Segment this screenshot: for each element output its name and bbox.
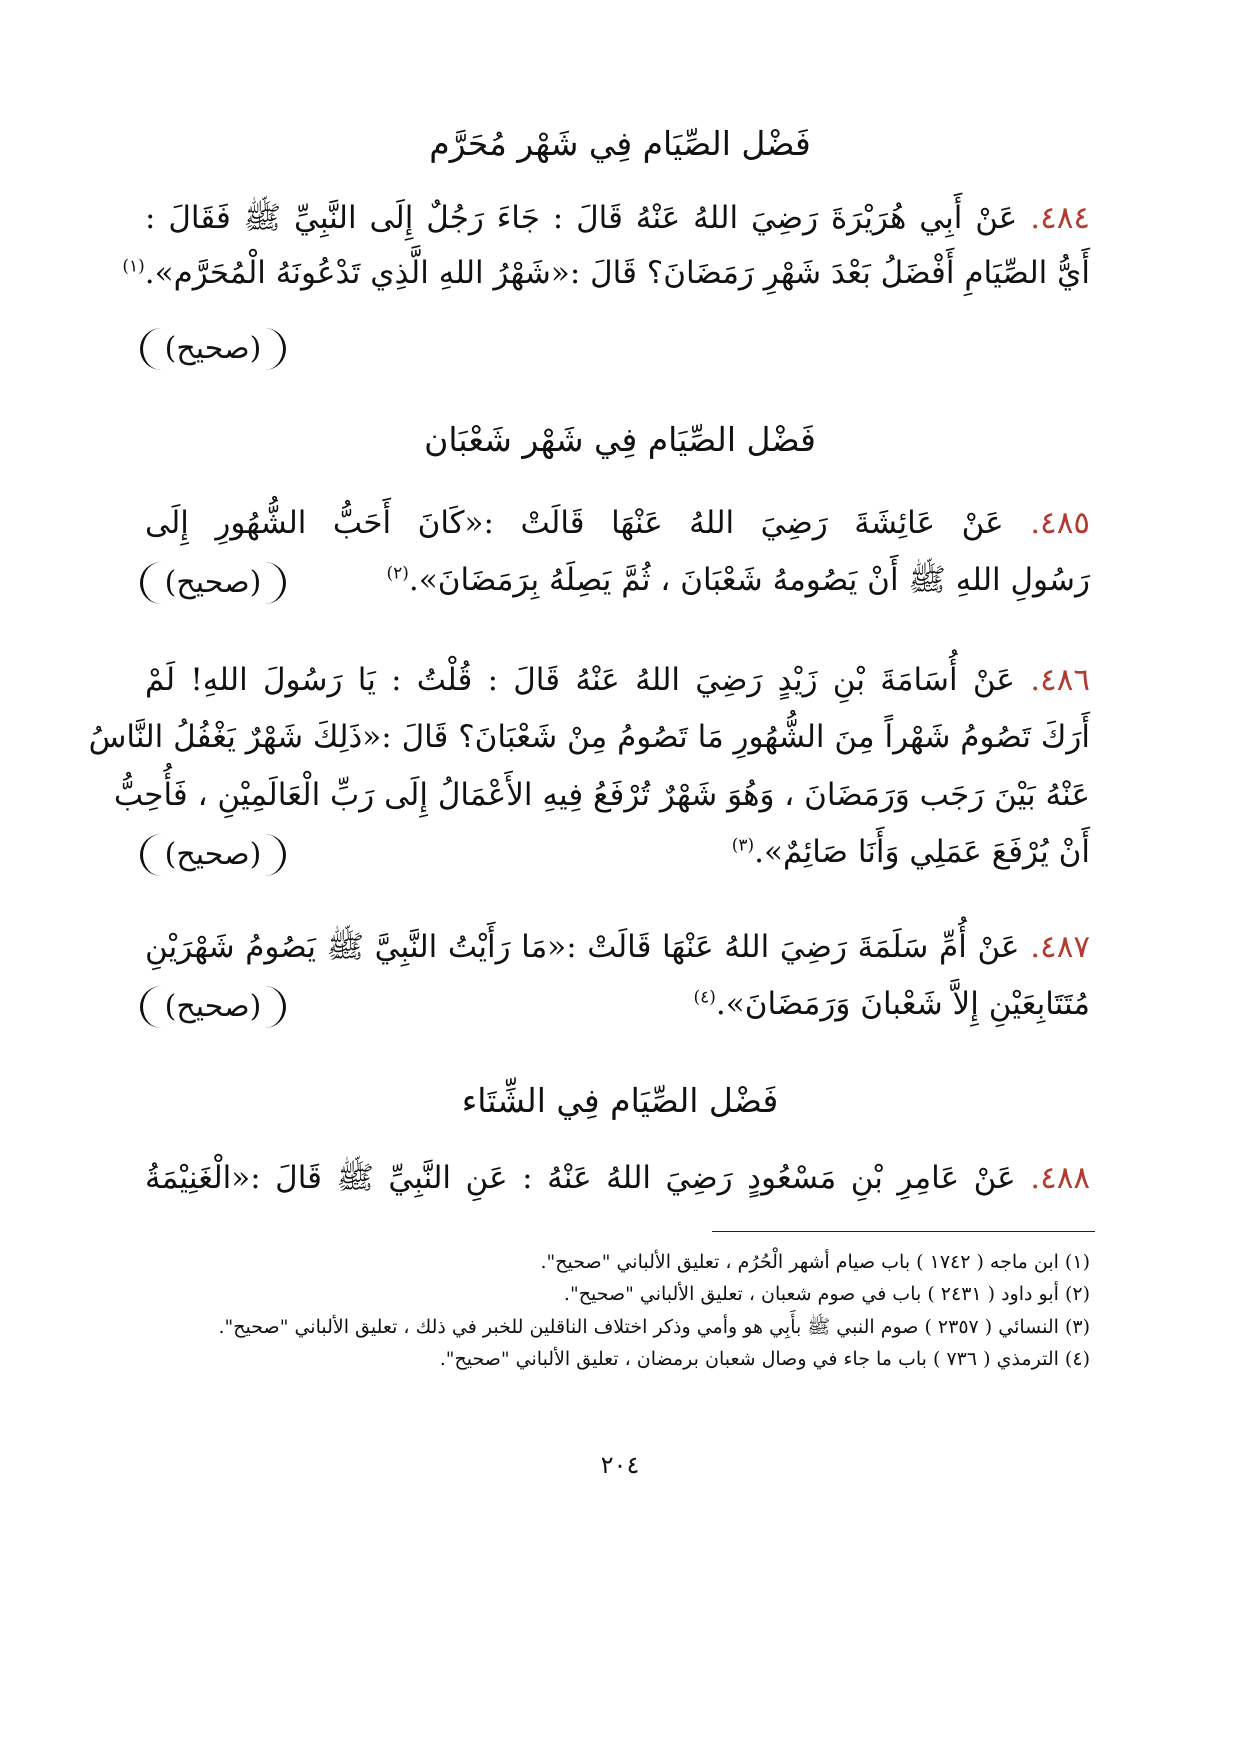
- hadith-486-line-2: أَرَكَ تَصُومُ شَهْراً مِنَ الشُّهُورِ مَا تَصُومُ مِنْ شَعْبَانَ؟ قَالَ :«ذَلِكَ شَهْرٌ يَغْفُلُ النَّاسُ: [88, 719, 1090, 755]
- hadith-486-line-4: أَنْ يُرْفَعَ عَمَلِي وَأَنَا صَائِمٌ».$^{(٣)}$: [731, 834, 1090, 870]
- grade-badge: (صحيح): [140, 986, 286, 1028]
- grade-badge: (صحيح): [140, 834, 286, 876]
- hadith-484-line-2: أَيُّ الصِّيَامِ أَفْضَلُ بَعْدَ شَهْرِ رَمَضَانَ؟ قَالَ :«شَهْرُ اللهِ الَّذِي تَدْعُونَهُ الْمُحَرَّم».$^{(١)}$: [122, 255, 1090, 291]
- section-heading-muharram: فَضْل الصِّيَام فِي شَهْر مُحَرَّم: [429, 124, 811, 163]
- hadith-number: ٤٨٤.: [1030, 200, 1091, 236]
- hadith-number: ٤٨٥.: [1030, 505, 1090, 541]
- section-heading-shaban: فَضْل الصِّيَام فِي شَهْر شَعْبَان: [424, 420, 816, 459]
- hadith-485-line-1: ٤٨٥. عَنْ عَائِشَةَ رَضِيَ اللهُ عَنْهَا قَالَتْ :«كَانَ أَحَبُّ الشُّهُورِ إِلَى: [145, 505, 1090, 541]
- footnote-ref: (٢): [386, 563, 409, 584]
- footnote-ref: (٣): [731, 835, 755, 856]
- hadith-486-line-3: عَنْهُ بَيْنَ رَجَب وَرَمَضَانَ ، وَهُوَ شَهْرٌ تُرْفَعُ فِيهِ الأَعْمَالُ إِلَى رَبِّ الْعَالَمِيْنِ ، فَأُحِبُّ: [113, 777, 1090, 813]
- footnote-2: (٢) أبو داود ( ٢٤٣١ ) باب في صوم شعبان ، تعليق الألباني "صحيح".: [563, 1283, 1090, 1305]
- grade-badge: (صحيح): [140, 562, 286, 604]
- grade-badge: (صحيح): [140, 328, 286, 370]
- hadith-number: ٤٨٨.: [1030, 1160, 1091, 1196]
- hadith-484-line-1: ٤٨٤. عَنْ أَبِي هُرَيْرَةَ رَضِيَ اللهُ عَنْهُ قَالَ : جَاءَ رَجُلٌ إِلَى النَّبِيِّ ﷺ فَقَالَ :: [145, 200, 1091, 236]
- hadith-485-line-2: رَسُولِ اللهِ ﷺ أَنْ يَصُومهُ شَعْبَانَ ، ثُمَّ يَصِلَهُ بِرَمَضَانَ».$^{(٢)}$: [386, 562, 1090, 598]
- footnote-ref: (٤): [693, 987, 716, 1008]
- page-number: ٢٠٤: [600, 1451, 640, 1479]
- hadith-number: ٤٨٦.: [1030, 662, 1090, 698]
- hadith-number: ٤٨٧.: [1030, 929, 1090, 965]
- hadith-486-line-1: ٤٨٦. عَنْ أُسَامَةَ بْنِ زَيْدٍ رَضِيَ اللهُ عَنْهُ قَالَ : قُلْتُ : يَا رَسُولَ اللهِ! لَمْ: [145, 662, 1090, 698]
- footnote-1: (١) ابن ماجه ( ١٧٤٢ ) باب صيام أشهر الْحُرُم ، تعليق الألباني "صحيح".: [540, 1251, 1090, 1273]
- hadith-487-line-1: ٤٨٧. عَنْ أُمِّ سَلَمَةَ رَضِيَ اللهُ عَنْهَا قَالَتْ :«مَا رَأَيْتُ النَّبِيَّ ﷺ يَصُومُ شَهْرَيْنِ: [145, 929, 1090, 965]
- hadith-488-line-1: ٤٨٨. عَنْ عَامِرِ بْنِ مَسْعُودٍ رَضِيَ اللهُ عَنْهُ : عَنِ النَّبِيِّ ﷺ قَالَ :«الْغَنِيْمَةُ: [145, 1160, 1091, 1196]
- footnote-3: (٣) النسائي ( ٢٣٥٧ ) صوم النبي ﷺ بأَبِي هو وأمي وذكر اختلاف الناقلين للخبر في ذلك ، تعليق الألباني "صحيح".: [218, 1316, 1090, 1338]
- footnote-separator: [712, 1231, 1095, 1232]
- footnote-4: (٤) الترمذي ( ٧٣٦ ) باب ما جاء في وصال شعبان برمضان ، تعليق الألباني "صحيح".: [439, 1348, 1090, 1370]
- section-heading-winter: فَضْل الصِّيَام فِي الشِّتَاء: [461, 1081, 779, 1120]
- footnote-ref: (١): [122, 256, 145, 277]
- hadith-487-line-2: مُتَتَابِعَيْنِ إِلاَّ شَعْبانَ وَرَمَضَانَ».$^{(٤)}$: [693, 986, 1090, 1022]
